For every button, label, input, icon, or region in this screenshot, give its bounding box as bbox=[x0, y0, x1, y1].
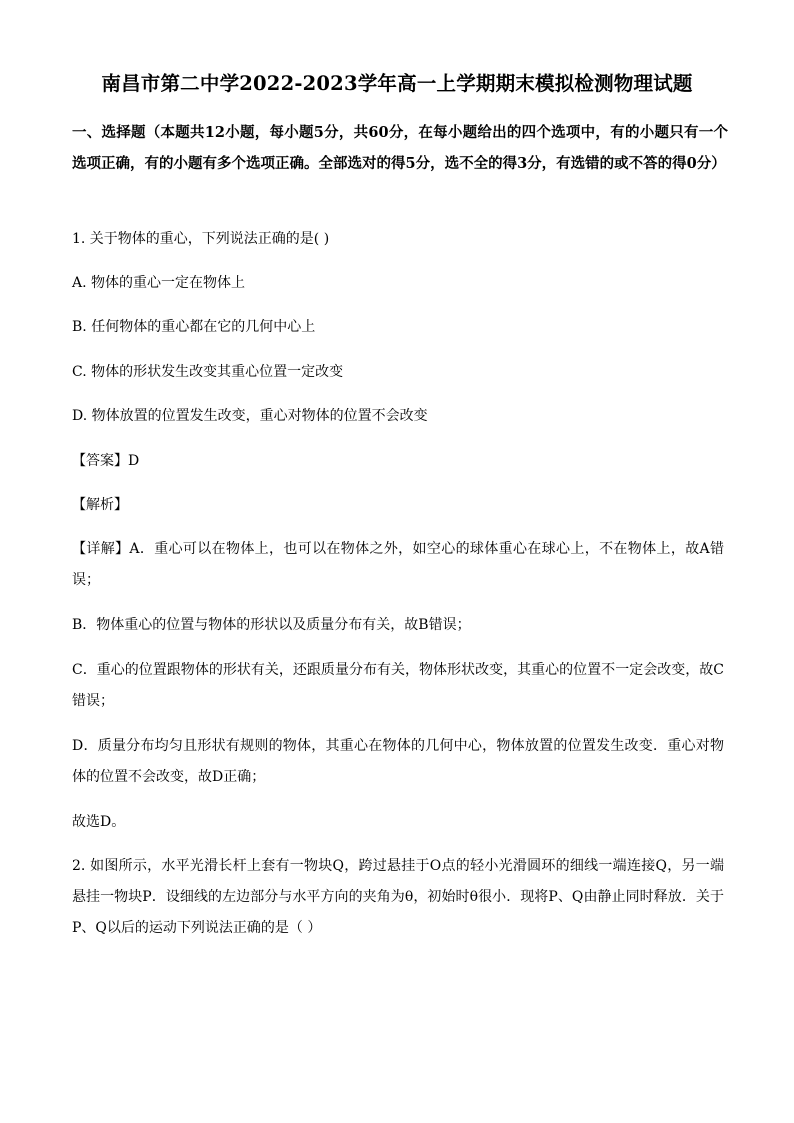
conclusion: 故选D。 bbox=[72, 814, 126, 830]
detail-a: 【详解】A．重心可以在物体上，也可以在物体之外，如空心的球体重心在球心上，不在物体上，故A错误； bbox=[72, 541, 724, 588]
section-heading: 一、选择题（本题共12小题，每小题5分，共60分，在每小题给出的四个选项中，有的小题只有一个选项正确，有的小题有多个选项正确。全部选对的得5分，选不全的得3分，有选错的或不答的得0分） bbox=[72, 124, 728, 172]
detail-b: B．物体重心的位置与物体的形状以及质量分布有关，故B错误； bbox=[72, 617, 471, 633]
detail-d: D．质量分布均匀且形状有规则的物体，其重心在物体的几何中心，物体放置的位置发生改变．重心对物体的位置不会改变，故D正确； bbox=[72, 738, 724, 785]
question-1-stem: 1. 关于物体的重心，下列说法正确的是( ) bbox=[72, 231, 330, 247]
question-1-option-d: D. 物体放置的位置发生改变，重心对物体的位置不会改变 bbox=[72, 408, 428, 424]
analysis-label: 【解析】 bbox=[72, 497, 128, 513]
question-1-option-c: C. 物体的形状发生改变其重心位置一定改变 bbox=[72, 364, 344, 380]
question-1-option-a: A. 物体的重心一定在物体上 bbox=[72, 275, 246, 291]
detail-c: C．重心的位置跟物体的形状有关，还跟质量分布有关，物体形状改变，其重心的位置不一定会改变，故C错误； bbox=[72, 662, 724, 709]
document-title: 南昌市第二中学2022-2023学年高一上学期期末模拟检测物理试题 bbox=[101, 72, 693, 95]
answer-line: 【答案】D bbox=[72, 453, 140, 469]
question-2-stem: 2. 如图所示，水平光滑长杆上套有一物块Q，跨过悬挂于O点的轻小光滑圆环的细线一端连接Q，另一端悬挂一物块P．设细线的左边部分与水平方向的夹角为θ，初始时θ很小．现将P、Q由静止同时释放．关于P、Q以后的运动下列说法正确的是（ ） bbox=[72, 858, 724, 936]
question-1-option-b: B. 任何物体的重心都在它的几何中心上 bbox=[72, 319, 316, 335]
